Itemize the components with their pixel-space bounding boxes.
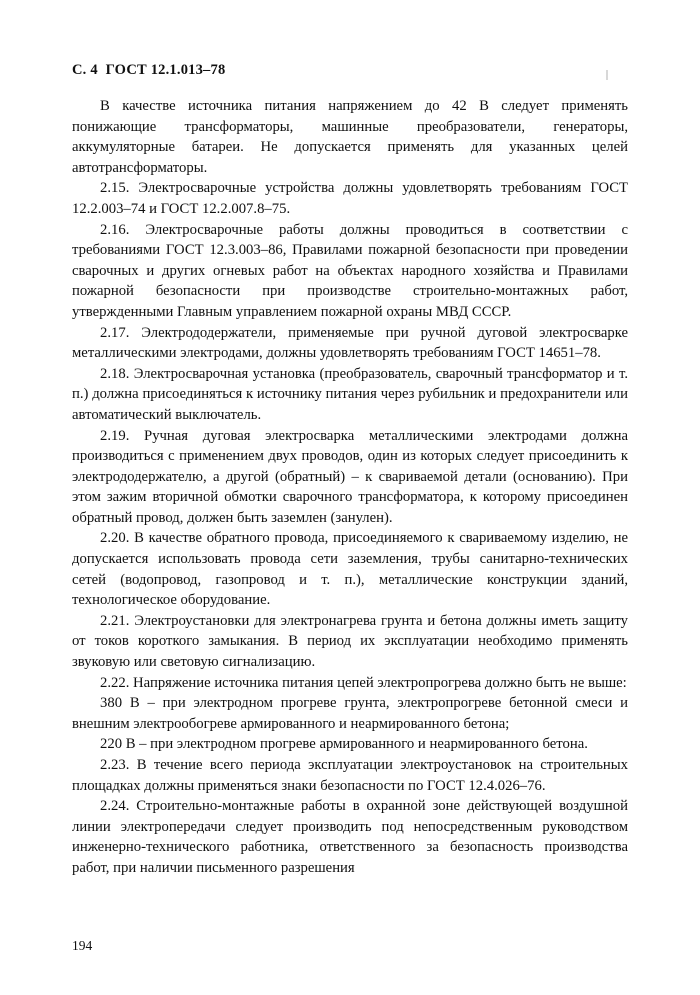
- paragraph: 2.20. В качестве обратного провода, присоединяемого к свариваемому изделию, не допускается использовать провода сети заземления, трубы санитарно-технических сетей (водопровод, газопровод и т. п.), металлические конструкции зданий, технологическое оборудование.: [72, 530, 628, 609]
- paragraph: 2.18. Электросварочная установка (преобразователь, сварочный трансформатор и т. п.) должна присоединяться к источнику питания через рубильник и предохранители или автоматический выключатель.: [72, 365, 628, 423]
- paragraph: 2.22. Напряжение источника питания цепей электропрогрева должно быть не выше:: [100, 674, 627, 691]
- page-header: [72, 62, 225, 79]
- page-footer: [72, 938, 92, 954]
- header-standard-number: ГОСТ 12.1.013–78: [105, 62, 226, 78]
- paragraph: 2.21. Электроустановки для электронагрева грунта и бетона должны иметь защиту от токов короткого замыкания. В период их эксплуатации необходимо применять звуковую или световую сигнализацию.: [72, 612, 628, 671]
- paragraph: 220 В – при электродном прогреве армированного и неармированного бетона.: [100, 736, 588, 753]
- paragraph: 2.17. Электрододержатели, применяемые при ручной дуговой электросварке металлическими электродами, должны удовлетворять требованиям ГОСТ 14651–78.: [72, 324, 628, 362]
- paragraph: 2.16. Электросварочные работы должны проводиться в соответствии с требованиями ГОСТ 12.3.003–86, Правилами пожарной безопасности при проведении сварочных и других огневых работ на объектах народного хозяйства и Правилами пожарной безопасности при производстве строительно-монтажных работ, утвержденными Главным управлением пожарной охраны МВД СССР.: [72, 221, 628, 320]
- paragraph: 2.15. Электросварочные устройства должны удовлетворять требованиям ГОСТ 12.2.003–74 и ГОСТ 12.2.007.8–75.: [72, 180, 628, 217]
- paragraph: 380 В – при электродном прогреве грунта, электропрогреве бетонной смеси и внешним электрообогреве армированного и неармированного бетона;: [72, 695, 628, 732]
- document-body: [72, 96, 628, 879]
- page-edge-mark: [606, 70, 608, 80]
- paragraph: 2.19. Ручная дуговая электросварка металлическими электродами должна производиться с применением двух проводов, один из которых следует присоединить к электрододержателю, а другой (обратный) – к свариваемой детали (основанию). При этом зажим вторичной обмотки сварочного трансформатора, к которому присоединен обратный провод, должен быть заземлен (занулен).: [72, 427, 628, 526]
- paragraph: 2.24. Строительно-монтажные работы в охранной зоне действующей воздушной линии электропередачи следует производить под непосредственным руководством инженерно-технического работника, ответственного за безопасность производства работ, при наличии письменного разрешения: [72, 798, 628, 876]
- header-page-label: С. 4: [72, 62, 98, 78]
- paragraph: 2.23. В течение всего периода эксплуатации электроустановок на строительных площадках должны применяться знаки безопасности по ГОСТ 12.4.026–76.: [72, 757, 628, 794]
- paragraph: В качестве источника питания напряжением до 42 В следует применять понижающие трансформаторы, машинные преобразователи, генераторы, аккумуляторные батареи. Не допускается применять для указанных целей автотрансформаторы.: [72, 98, 628, 176]
- footer-page-number: 194: [72, 938, 93, 953]
